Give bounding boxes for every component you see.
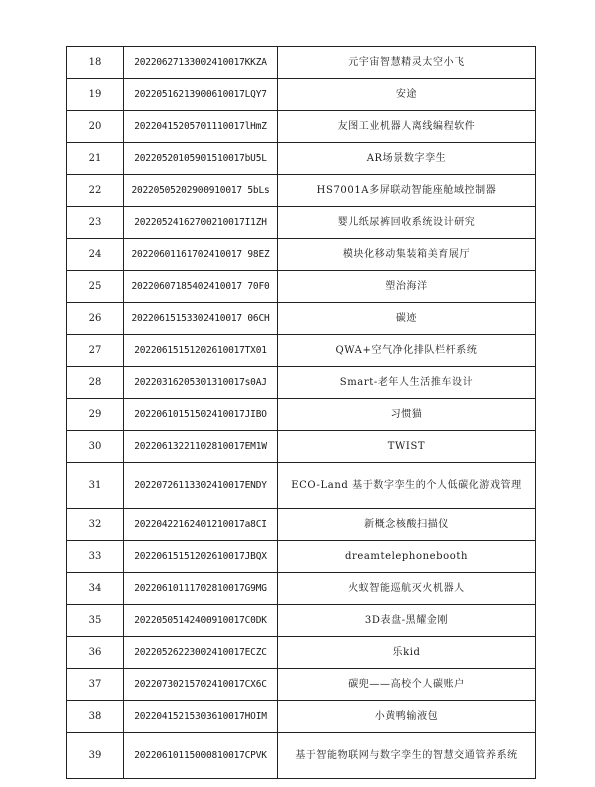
- table-row: [67, 573, 536, 605]
- row-number: 24: [67, 239, 124, 271]
- row-project-name: dreamtelephonebooth: [278, 541, 536, 573]
- row-number: 29: [67, 399, 124, 431]
- row-project-name: 习惯猫: [278, 399, 536, 431]
- row-code: 20220316205301310017s0AJ: [124, 367, 278, 399]
- row-number: 27: [67, 335, 124, 367]
- table-row: [67, 271, 536, 303]
- row-project-name: 碳兜——高校个人碳账户: [278, 669, 536, 701]
- row-project-name: QWA+空气净化排队栏杆系统: [278, 335, 536, 367]
- row-project-name: 塑治海洋: [278, 271, 536, 303]
- row-number: 34: [67, 573, 124, 605]
- row-project-name: HS7001A多屏联动智能座舱域控制器: [278, 175, 536, 207]
- row-number: 22: [67, 175, 124, 207]
- row-project-name: Smart-老年人生活推车设计: [278, 367, 536, 399]
- row-code: 20220610111702810017G9MG: [124, 573, 278, 605]
- row-project-name: 小黄鸭输液包: [278, 701, 536, 733]
- row-code: 20220422162401210017a8CI: [124, 509, 278, 541]
- row-code: 20220524162700210017I1ZH: [124, 207, 278, 239]
- table-row: [67, 207, 536, 239]
- row-project-name: TWIST: [278, 431, 536, 463]
- row-project-name: 安途: [278, 79, 536, 111]
- row-code: 20220615151202610017JBQX: [124, 541, 278, 573]
- row-code: 20220505202900910017 5bLs: [124, 175, 278, 207]
- row-number: 36: [67, 637, 124, 669]
- table-row: [67, 335, 536, 367]
- row-code: 20220607185402410017 70F0: [124, 271, 278, 303]
- table-row: [67, 399, 536, 431]
- row-code: 20220730215702410017CX6C: [124, 669, 278, 701]
- row-number: 32: [67, 509, 124, 541]
- row-number: 23: [67, 207, 124, 239]
- table-row: [67, 701, 536, 733]
- row-code: 20220615153302410017 06CH: [124, 303, 278, 335]
- row-project-name: AR场景数字孪生: [278, 143, 536, 175]
- row-code: 20220601161702410017 98EZ: [124, 239, 278, 271]
- row-project-name: ECO-Land 基于数字孪生的个人低碳化游戏管理: [278, 463, 536, 509]
- table-row: [67, 143, 536, 175]
- table-row: [67, 175, 536, 207]
- row-number: 38: [67, 701, 124, 733]
- row-project-name: 元宇宙智慧精灵太空小飞: [278, 47, 536, 79]
- table-row: [67, 509, 536, 541]
- row-number: 35: [67, 605, 124, 637]
- table-row: [67, 239, 536, 271]
- row-number: 37: [67, 669, 124, 701]
- row-code: 20220726113302410017ENDY: [124, 463, 278, 509]
- table-row: [67, 733, 536, 779]
- row-code: 20220415205701110017lHmZ: [124, 111, 278, 143]
- row-code: 20220415215303610017HOIM: [124, 701, 278, 733]
- table-row: [67, 463, 536, 509]
- table-row: [67, 367, 536, 399]
- row-number: 19: [67, 79, 124, 111]
- table-row: [67, 79, 536, 111]
- table-row: [67, 47, 536, 79]
- row-project-name: 新概念核酸扫描仪: [278, 509, 536, 541]
- table-row: [67, 669, 536, 701]
- row-project-name: 婴儿纸尿裤回收系统设计研究: [278, 207, 536, 239]
- row-project-name: 友图工业机器人离线编程软件: [278, 111, 536, 143]
- row-code: 20220610151502410017JIBO: [124, 399, 278, 431]
- table-row: [67, 637, 536, 669]
- row-code: 20220520105901510017bU5L: [124, 143, 278, 175]
- table-row: [67, 303, 536, 335]
- row-number: 18: [67, 47, 124, 79]
- table-row: [67, 431, 536, 463]
- row-code: 20220516213900610017LQY7: [124, 79, 278, 111]
- row-number: 28: [67, 367, 124, 399]
- project-table: [66, 46, 536, 779]
- row-project-name: 乐kid: [278, 637, 536, 669]
- row-project-name: 火蚁智能巡航灭火机器人: [278, 573, 536, 605]
- row-number: 39: [67, 733, 124, 779]
- row-number: 33: [67, 541, 124, 573]
- row-project-name: 基于智能物联网与数字孪生的智慧交通管养系统: [278, 733, 536, 779]
- row-number: 20: [67, 111, 124, 143]
- row-code: 20220526223002410017ECZC: [124, 637, 278, 669]
- row-code: 20220627133002410017KKZA: [124, 47, 278, 79]
- row-project-name: 模块化移动集装箱美育展厅: [278, 239, 536, 271]
- table-row: [67, 541, 536, 573]
- table-body: [67, 47, 536, 779]
- row-number: 21: [67, 143, 124, 175]
- row-project-name: 3D表盘-黑耀金刚: [278, 605, 536, 637]
- row-project-name: 碳迹: [278, 303, 536, 335]
- row-code: 20220505142400910017C0DK: [124, 605, 278, 637]
- row-number: 26: [67, 303, 124, 335]
- table-row: [67, 605, 536, 637]
- row-number: 25: [67, 271, 124, 303]
- row-number: 31: [67, 463, 124, 509]
- row-number: 30: [67, 431, 124, 463]
- table-row: [67, 111, 536, 143]
- row-code: 20220610115000810017CPVK: [124, 733, 278, 779]
- row-code: 20220613221102810017EM1W: [124, 431, 278, 463]
- row-code: 20220615151202610017TX01: [124, 335, 278, 367]
